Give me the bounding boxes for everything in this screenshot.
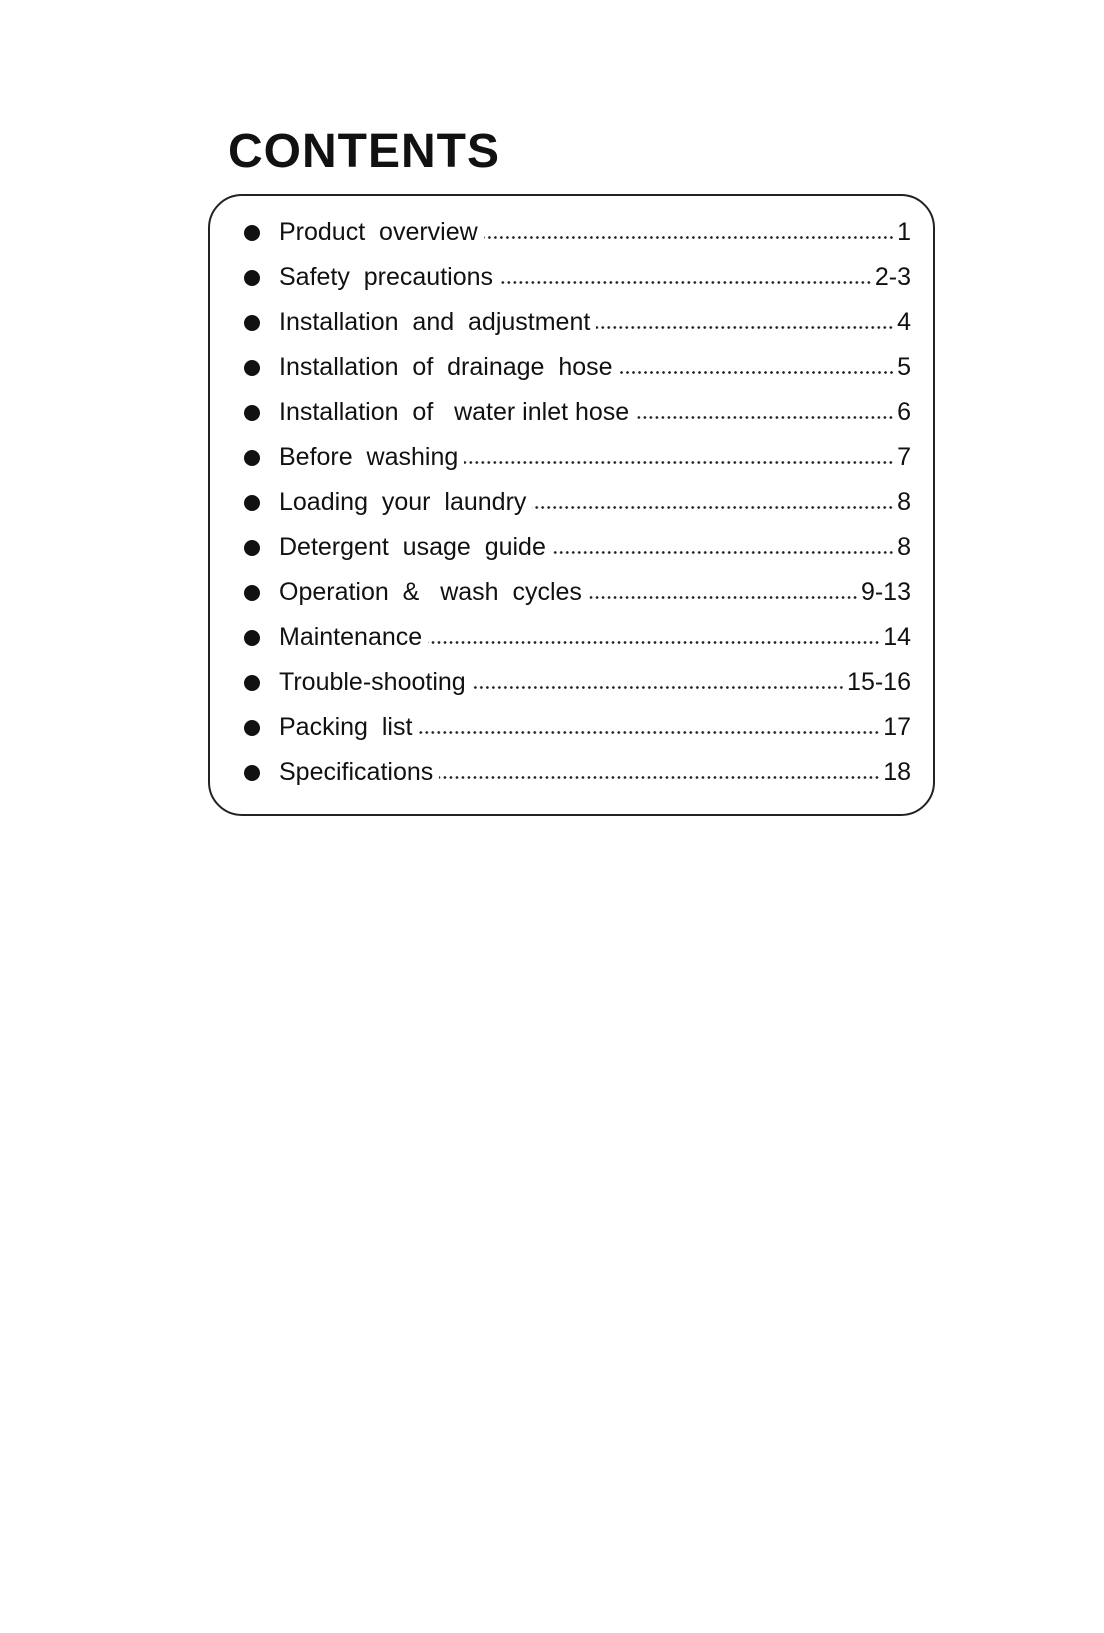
bullet-icon [244,585,260,601]
toc-item-page: 4 [897,308,911,336]
toc-item-page: 6 [897,398,911,426]
dot-leader [588,596,858,599]
dot-leader [428,641,880,644]
contents-list [244,210,911,795]
toc-item-label: Loading your laundry [279,488,527,516]
toc-item-product-overview[interactable] [244,210,911,255]
toc-item-page: 9-13 [860,578,911,606]
toc-item-label: Packing list [279,713,413,741]
bullet-icon [244,270,260,286]
toc-item-label: Product overview [279,218,478,246]
page-title: CONTENTS [228,125,500,178]
toc-item-specifications[interactable] [244,750,911,795]
toc-item-label: Installation of water inlet hose [279,398,630,426]
bullet-icon [244,360,260,376]
toc-item-label: Before washing [279,443,459,471]
contents-box [208,194,935,816]
toc-item-packing-list[interactable] [244,705,911,750]
dot-leader [532,506,894,509]
dot-leader [472,686,844,689]
dot-leader [619,371,895,374]
bullet-icon [244,765,260,781]
dot-leader [499,281,872,284]
toc-item-drainage-hose[interactable] [244,345,911,390]
toc-item-label: Installation of drainage hose [279,353,613,381]
toc-item-page: 8 [897,533,911,561]
toc-item-page: 5 [897,353,911,381]
toc-item-page: 2-3 [874,263,911,291]
toc-item-label: Detergent usage guide [279,533,546,561]
toc-item-safety-precautions[interactable] [244,255,911,300]
toc-item-page: 17 [883,713,911,741]
dot-leader [418,731,880,734]
bullet-icon [244,450,260,466]
bullet-icon [244,315,260,331]
toc-item-loading-laundry[interactable] [244,480,911,525]
toc-item-page: 18 [883,758,911,786]
toc-item-page: 15-16 [847,668,911,696]
bullet-icon [244,405,260,421]
dot-leader [439,776,880,779]
toc-item-page: 1 [897,218,911,246]
toc-item-label: Maintenance [279,623,423,651]
dot-leader [552,551,894,554]
toc-item-trouble-shooting[interactable] [244,660,911,705]
toc-item-installation-adjustment[interactable] [244,300,911,345]
toc-item-before-washing[interactable] [244,435,911,480]
toc-item-water-inlet-hose[interactable] [244,390,911,435]
toc-item-label: Installation and adjustment [279,308,591,336]
toc-item-label: Trouble-shooting [279,668,466,696]
bullet-icon [244,630,260,646]
toc-item-page: 14 [883,623,911,651]
toc-item-operation-wash-cycles[interactable] [244,570,911,615]
dot-leader [484,236,894,239]
dot-leader [635,416,894,419]
toc-item-label: Safety precautions [279,263,494,291]
toc-item-page: 8 [897,488,911,516]
dot-leader [596,326,894,329]
bullet-icon [244,495,260,511]
bullet-icon [244,225,260,241]
bullet-icon [244,720,260,736]
toc-item-label: Operation & wash cycles [279,578,582,606]
toc-item-maintenance[interactable] [244,615,911,660]
toc-item-label: Specifications [279,758,434,786]
toc-item-page: 7 [897,443,911,471]
bullet-icon [244,675,260,691]
bullet-icon [244,540,260,556]
toc-item-detergent-guide[interactable] [244,525,911,570]
dot-leader [464,461,894,464]
